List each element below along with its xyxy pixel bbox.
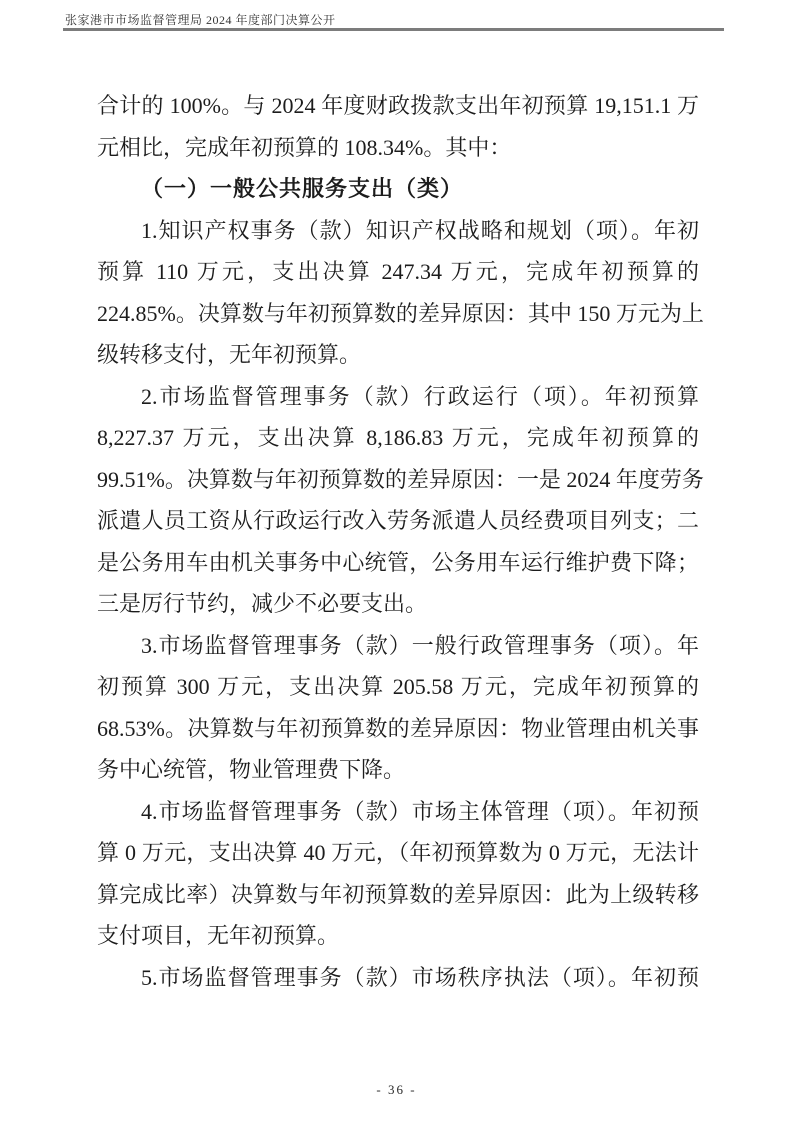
document-body: [97, 85, 704, 998]
body-line-15: 初预算 300 万元，支出决算 205.58 万元，完成年初预算的: [97, 674, 699, 699]
body-line-11: 派遣人员工资从行政运行改入劳务派遣人员经费项目列支；二: [97, 508, 699, 533]
section-heading: （一）一般公共服务支出（类）: [141, 176, 464, 201]
body-line-12: 是公务用车由机关事务中心统管，公务用车运行维护费下降；: [97, 549, 699, 575]
body-line-10: 99.51%。决算数与年初预算数的差异原因：一是 2024 年度劳务: [97, 466, 704, 492]
body-line-21: 支付项目，无年初预算。: [97, 923, 340, 948]
body-line-22: 5.市场监督管理事务（款）市场秩序执法（项）。年初预: [141, 964, 699, 990]
body-line-20: 算完成比率）决算数与年初预算数的差异原因：此为上级转移: [97, 881, 699, 907]
page-number: - 36 -: [376, 1082, 417, 1097]
body-line-01: 合计的 100%。与 2024 年度财政拨款支出年初预算 19,151.1 万: [97, 93, 699, 118]
body-line-07: 级转移支付，无年初预算。: [97, 342, 362, 367]
body-line-02: 元相比，完成年初预算的 108.34%。其中：: [97, 134, 512, 160]
page-header-title: 张家港市市场监督管理局 2024 年度部门决算公开: [65, 13, 336, 27]
body-line-06: 224.85%。决算数与年初预算数的差异原因：其中 150 万元为上: [97, 300, 704, 326]
body-line-13: 三是厉行节约，减少不必要支出。: [97, 591, 428, 616]
body-line-19: 算 0 万元，支出决算 40 万元，（年初预算数为 0 万元，无法计: [97, 840, 699, 865]
body-line-16: 68.53%。决算数与年初预算数的差异原因：物业管理由机关事: [97, 715, 699, 741]
body-line-18: 4.市场监督管理事务（款）市场主体管理（项）。年初预: [141, 798, 699, 824]
body-line-05: 预算 110 万元，支出决算 247.34 万元，完成年初预算的: [97, 259, 699, 284]
body-line-17: 务中心统管，物业管理费下降。: [97, 757, 406, 782]
body-line-08: 2.市场监督管理事务（款）行政运行（项）。年初预算: [141, 383, 699, 409]
body-line-04: 1.知识产权事务（款）知识产权战略和规划（项）。年初: [141, 217, 699, 243]
header-rule: [63, 28, 724, 31]
body-line-14: 3.市场监督管理事务（款）一般行政管理事务（项）。年: [141, 632, 699, 658]
body-line-09: 8,227.37 万元，支出决算 8,186.83 万元，完成年初预算的: [97, 425, 699, 450]
